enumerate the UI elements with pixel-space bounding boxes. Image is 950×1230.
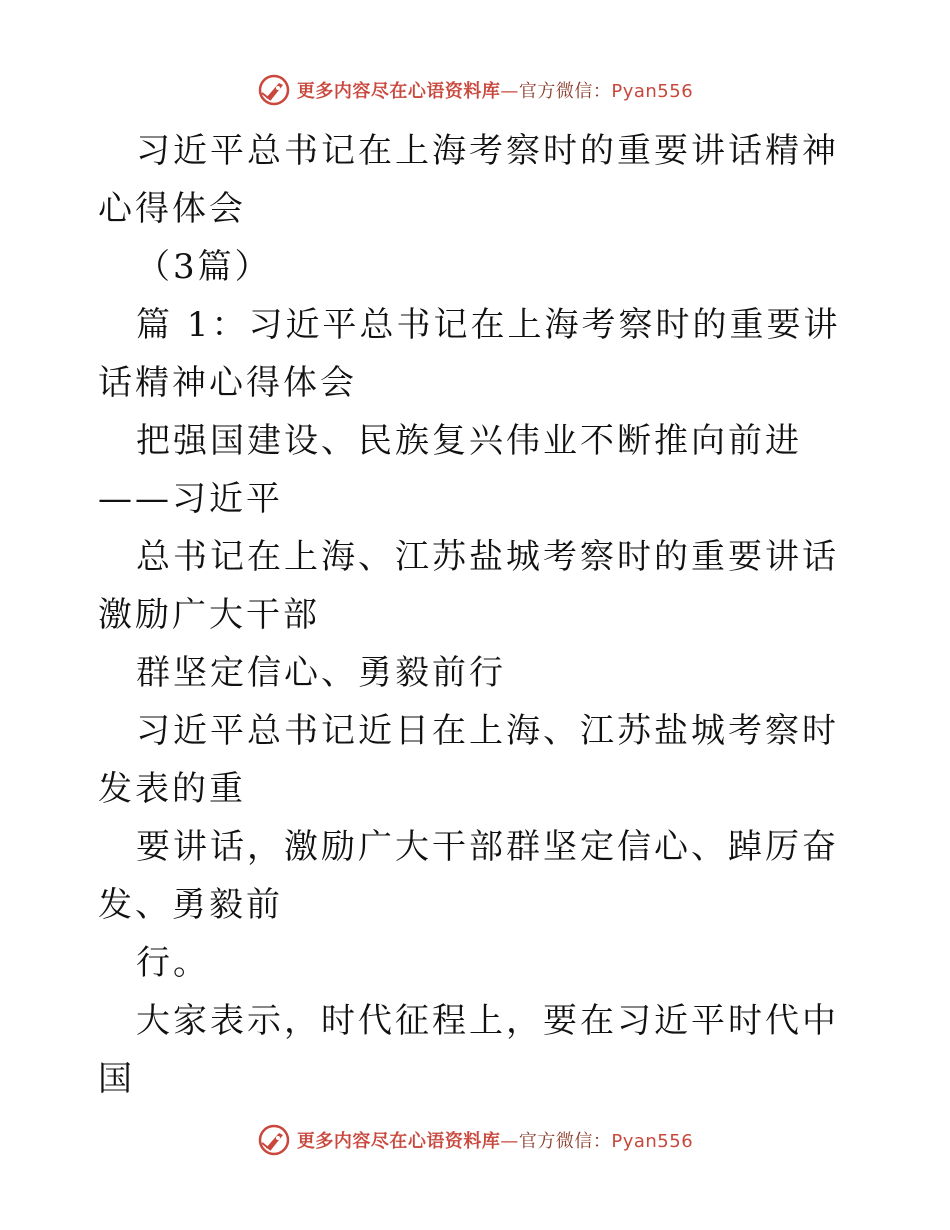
banner-wechat-id: Pyan556 <box>611 81 694 102</box>
header-banner <box>0 70 950 110</box>
footer-banner <box>0 1120 950 1160</box>
paragraph: 大家表示，时代征程上，要在习近平时代中国 <box>98 1001 839 1099</box>
pen-nib-logo-icon <box>257 1123 291 1157</box>
document-body <box>98 122 858 1108</box>
title-line-1: 习近平总书记在上海考察时的重要讲话精神心得 <box>98 131 839 229</box>
section-heading-line-2: 神心得体会 <box>172 363 357 403</box>
document-title <box>98 122 858 238</box>
banner-wechat-label: 官方微信： <box>518 1131 612 1152</box>
paragraph: 要讲话，激励广大干部群坚定信心、踔厉奋发、勇毅前 <box>98 827 839 925</box>
title-line-2: 体会 <box>172 189 246 229</box>
banner-text <box>297 77 693 103</box>
banner-brand: 更多内容尽在心语资料库 <box>296 81 501 102</box>
section-heading <box>98 296 858 412</box>
banner-dash: — <box>500 1131 519 1152</box>
pen-nib-logo-icon <box>257 73 291 107</box>
paragraph: 行。 <box>136 943 210 983</box>
paragraph: 群坚定信心、勇毅前行 <box>136 653 506 693</box>
document-count: （3篇） <box>136 247 272 287</box>
section-heading-line-1: 篇 1：习近平总书记在上海考察时的重要讲话精 <box>98 305 841 403</box>
banner-brand: 更多内容尽在心语资料库 <box>296 1131 501 1152</box>
paragraph: 总书记在上海、江苏盐城考察时的重要讲话激励广大干部 <box>98 537 839 635</box>
banner-wechat-label: 官方微信： <box>518 81 612 102</box>
paragraph: 把强国建设、民族复兴伟业不断推向前进——习近平 <box>98 421 802 519</box>
banner-text <box>297 1127 693 1153</box>
banner-dash: — <box>500 81 519 102</box>
paragraph: 习近平总书记近日在上海、江苏盐城考察时发表的重 <box>98 711 839 809</box>
banner-wechat-id: Pyan556 <box>611 1131 694 1152</box>
